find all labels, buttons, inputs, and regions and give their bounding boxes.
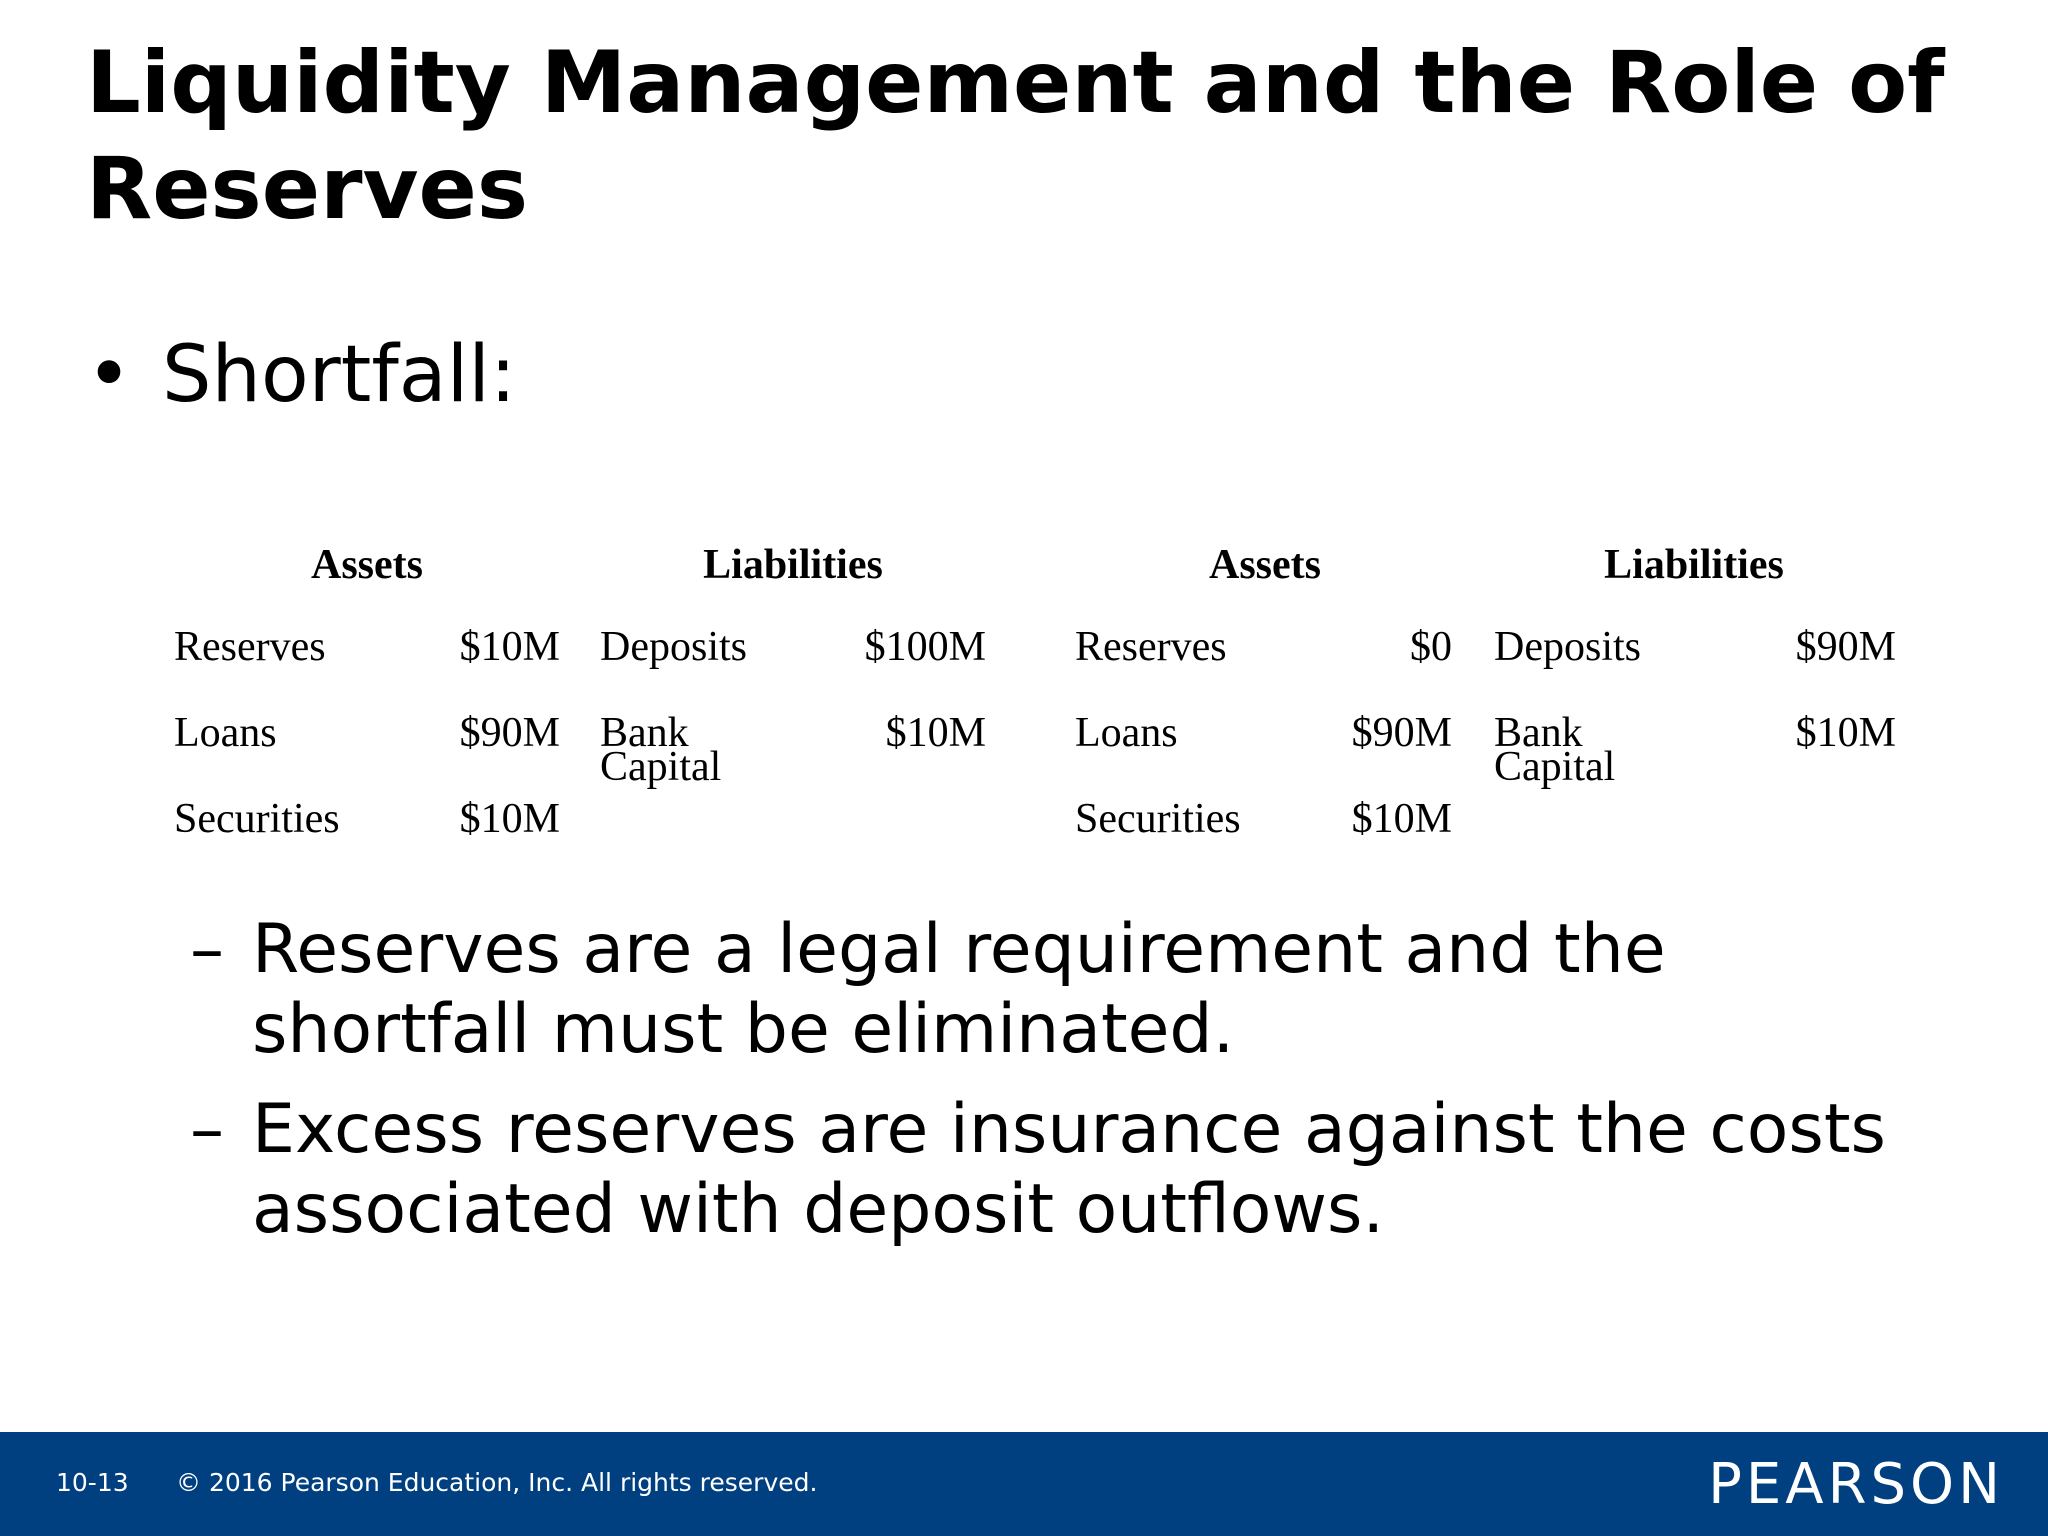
asset-label-after: Reserves <box>1075 624 1227 670</box>
bullet-shortfall <box>86 325 516 425</box>
sub-bullet-dash: – <box>190 910 224 989</box>
sub-bullet-legal-requirement <box>190 910 1666 1070</box>
asset-label-after: Loans <box>1075 710 1178 756</box>
liability-label-line2-before: Capital <box>600 744 722 790</box>
page-number: 10-13 <box>56 1468 129 1497</box>
sub-bullet-line: Excess reserves are insurance against the costs <box>252 1090 1886 1169</box>
asset-value-after: $10M <box>1351 796 1452 842</box>
asset-value-after: $0 <box>1410 624 1452 670</box>
copyright: © 2016 Pearson Education, Inc. All rights reserved. <box>176 1468 818 1497</box>
bullet-dot: • <box>86 330 133 420</box>
liability-value-after: $10M <box>1795 710 1896 756</box>
asset-value-before: $10M <box>459 796 560 842</box>
bullet-text: Shortfall: <box>162 330 517 420</box>
liability-value-before: $10M <box>885 710 986 756</box>
liability-label-before: Bank <box>600 710 689 756</box>
pearson-logo: PEARSON <box>1708 1452 2004 1517</box>
sub-bullet-dash: – <box>190 1090 224 1169</box>
liabilities-header-after: Liabilities <box>1604 542 1784 588</box>
asset-value-before: $10M <box>459 624 560 670</box>
asset-label-before: Reserves <box>174 624 326 670</box>
slide-title: Liquidity Management and the Role of Reserves <box>86 33 1945 239</box>
asset-label-before: Loans <box>174 710 277 756</box>
liability-label-before: Deposits <box>600 624 747 670</box>
assets-header-before: Assets <box>311 542 423 588</box>
sub-bullet-line: shortfall must be eliminated. <box>252 990 1235 1069</box>
asset-value-after: $90M <box>1351 710 1452 756</box>
asset-label-after: Securities <box>1075 796 1241 842</box>
footer-bar <box>0 1432 2048 1536</box>
liability-value-before: $100M <box>864 624 986 670</box>
liability-label-after: Bank <box>1494 710 1583 756</box>
sub-bullet-line: associated with deposit outflows. <box>252 1170 1385 1249</box>
assets-header-after: Assets <box>1209 542 1321 588</box>
liability-value-after: $90M <box>1795 624 1896 670</box>
liability-label-line2-after: Capital <box>1494 744 1616 790</box>
asset-value-before: $90M <box>459 710 560 756</box>
asset-label-before: Securities <box>174 796 340 842</box>
liability-label-after: Deposits <box>1494 624 1641 670</box>
sub-bullet-line: Reserves are a legal requirement and the <box>252 910 1666 989</box>
liabilities-header-before: Liabilities <box>703 542 883 588</box>
sub-bullet-excess-reserves <box>190 1090 1886 1250</box>
